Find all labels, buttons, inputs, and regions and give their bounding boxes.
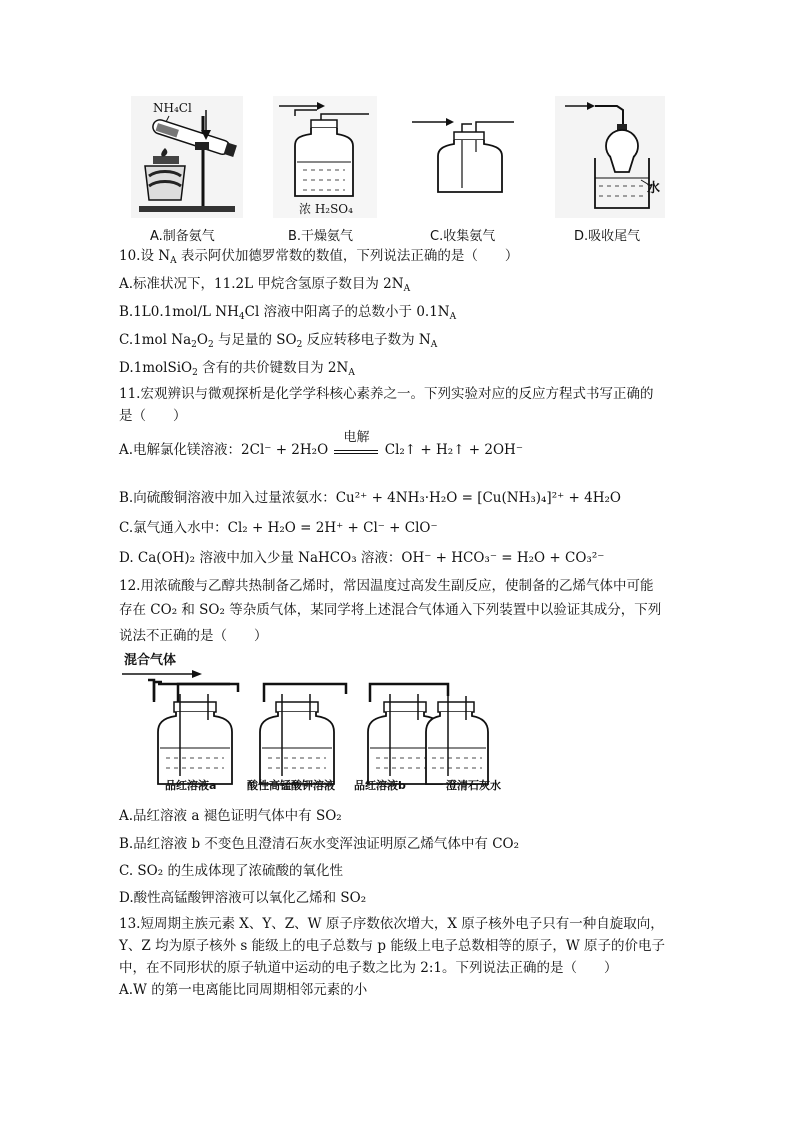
q11-option-c: C.氯气通入水中：Cl₂ + H₂O = 2H⁺ + Cl⁻ + ClO⁻: [119, 520, 438, 536]
q12-stem-2: 存在 CO₂ 和 SO₂ 等杂质气体，某同学将上述混合气体通入下列装置中以验证其成分，下列: [119, 602, 662, 618]
apparatus-a-figure: [131, 96, 243, 218]
q12-option-a: A.品红溶液 a 褪色证明气体中有 SO₂: [119, 808, 342, 824]
q10-option-b: B.1L0.1mol/L $NH_4Cl$ 溶液中阳离子的总数小于 $0.1N_A$: [119, 304, 457, 322]
gas-washing-apparatus: [118, 650, 510, 796]
bottle-label-kmno4: 酸性高锰酸钾溶液: [247, 779, 335, 792]
caption-c: C.收集氨气: [430, 229, 496, 244]
q11-stem-1: 11.宏观辨识与微观探析是化学学科核心素养之一。下列实验对应的反应方程式书写正确的: [119, 386, 654, 402]
water-label: 水: [647, 181, 661, 196]
q11-option-d: D. Ca(OH)₂ 溶液中加入少量 NaHCO₃ 溶液：OH⁻ + HCO₃⁻ = H₂O + CO₃²⁻: [119, 550, 605, 566]
q11-stem-2: 是（ ）: [119, 408, 187, 424]
bottle-label-limewater: 澄清石灰水: [446, 779, 501, 792]
q11-option-b: B.向硫酸铜溶液中加入过量浓氨水：Cu²⁺ + 4NH₃·H₂O = [Cu(NH₃)₄]²⁺ + 4H₂O: [119, 490, 621, 506]
q10-option-a: A.标准状况下，11.2L 甲烷含氢原子数目为 $2N_A$: [119, 276, 411, 294]
q12-stem-1: 12.用浓硫酸与乙醇共热制备乙烯时，常因温度过高发生副反应，使制备的乙烯气体中可能: [119, 578, 654, 594]
q12-option-d: D.酸性高锰酸钾溶液可以氧化乙烯和 SO₂: [119, 890, 367, 906]
q10-stem: 10.设 $N_A$ 表示阿伏加德罗常数的数值，下列说法正确的是（ ）: [119, 248, 519, 266]
mixed-gas-label: 混合气体: [124, 653, 177, 668]
q10-option-d: D.1molSiO$_2$ 含有的共价键数目为 $2N_A$: [119, 360, 355, 378]
caption-a: A.制备氨气: [150, 229, 215, 244]
q11-option-a: A.电解氯化镁溶液：2Cl⁻ + 2H₂O 电解 Cl₂↑ + H₂↑ + 2OH⁻: [119, 430, 523, 458]
q13-stem-3: 中，在不同形状的原子轨道中运动的电子数之比为 2:1。下列说法正确的是（ ）: [119, 960, 618, 976]
q12-option-c: C. SO₂ 的生成体现了浓硫酸的氧化性: [119, 863, 343, 879]
bottle-label-b: 品红溶液b: [354, 779, 406, 792]
q13-stem-1: 13.短周期主族元素 X、Y、Z、W 原子序数依次增大，X 原子核外电子只有一种自旋取向，: [119, 916, 664, 932]
apparatus-d-figure: [555, 96, 665, 218]
conc-h2so4-label: 浓 H₂SO₄: [299, 202, 353, 216]
nh4cl-label: NH₄Cl: [153, 101, 192, 115]
caption-d: D.吸收尾气: [574, 229, 641, 244]
q12-option-b: B.品红溶液 b 不变色且澄清石灰水变浑浊证明原乙烯气体中有 CO₂: [119, 836, 520, 852]
bottle-label-a: 品红溶液a: [165, 779, 217, 792]
q13-stem-2: Y、Z 均为原子核外 s 能级上的电子总数与 p 能级上电子总数相等的原子，W 原子的价电子: [119, 938, 665, 954]
q12-stem-3: 说法不正确的是（ ）: [119, 628, 268, 644]
q13-option-a: A.W 的第一电离能比同周期相邻元素的小: [119, 982, 368, 998]
electrolysis-condition: 电解: [343, 430, 370, 445]
caption-b: B.干燥氨气: [288, 229, 354, 244]
apparatus-b-figure: [273, 96, 377, 218]
q10-option-c: C.1mol $Na_2O_2$ 与足量的 $SO_2$ 反应转移电子数为 $N_A$: [119, 332, 438, 350]
apparatus-c-figure: [410, 110, 522, 200]
